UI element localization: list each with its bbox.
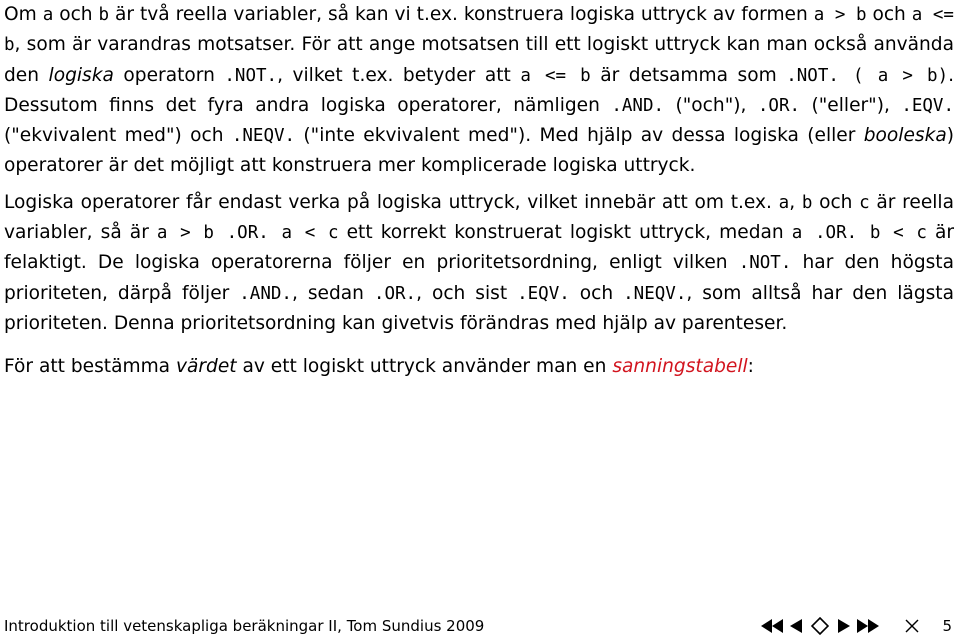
code-text: .EQV. (517, 283, 570, 304)
text-run: , som är varandras motsatser. För att ange motsatsen till ett logiskt uttryck kan man också använda den (4, 34, 954, 86)
code-text: a > b .OR. a < c (156, 223, 339, 244)
code-text: a (778, 193, 790, 213)
code-text: .OR. (757, 95, 801, 116)
navigation-controls (760, 616, 952, 636)
text-run: ("ekvivalent med") och (4, 125, 232, 147)
text-run: , som alltså har den lägsta prioriteten. Denna prioritetsordning kan givetvis förändras med hjälp av parenteser. (4, 282, 954, 334)
code-text: .NEQV. (623, 283, 687, 304)
text-run: , (789, 192, 802, 213)
code-text: .NOT. (224, 65, 278, 86)
text-run: är två reella variabler, så kan vi t.ex. konstruera logiska uttryck av formen (109, 4, 814, 25)
prev-page-icon[interactable] (784, 616, 808, 636)
code-text: a > b (813, 5, 867, 25)
emphasis-text: logiska (48, 64, 114, 86)
text-run: är reella variabler, så är (4, 192, 954, 244)
emphasis-text: värdet (176, 356, 237, 377)
slide-footer (4, 614, 952, 638)
text-run: har den högsta prioriteten, därpå följer (4, 252, 954, 304)
text-run: ("och"), (664, 94, 758, 116)
code-text: b (801, 193, 813, 213)
code-text: a (42, 5, 54, 25)
paragraph-1 (4, 0, 954, 182)
link-text[interactable]: sanningstabell (612, 356, 748, 377)
text-run: och (866, 4, 912, 25)
text-run: ("inte ekvivalent med"). Med hjälp av dessa logiska (eller (295, 125, 864, 147)
text-run: är detsamma som (590, 64, 787, 86)
emphasis-text: booleska (863, 125, 947, 147)
code-text: .OR. (373, 283, 417, 304)
code-text: a <= b (4, 5, 954, 56)
paragraph-2 (4, 188, 954, 339)
paragraph-3 (4, 352, 954, 382)
code-text: .AND. (611, 95, 665, 116)
code-text: .NOT. (738, 253, 792, 274)
code-text: .NEQV. (231, 126, 296, 147)
code-text: a <= b (520, 65, 591, 86)
back-icon[interactable] (808, 616, 832, 636)
text-run: . Dessutom finns det fyra andra logiska operatorer, nämligen (4, 64, 955, 116)
code-text: b (98, 5, 110, 25)
text-run: Logiska operatorer får endast verka på logiska uttryck, vilket innebär att om t.ex. (4, 192, 779, 213)
text-run: och (53, 4, 99, 25)
text-run: Om (4, 4, 43, 25)
text-run: , och sist (416, 282, 518, 304)
next-page-icon[interactable] (832, 616, 856, 636)
text-run: och (569, 282, 624, 304)
code-text: a .OR. b < c (791, 223, 927, 244)
code-text: c (859, 193, 870, 213)
text-run: , sedan (291, 282, 374, 304)
page-number: 5 (942, 617, 952, 635)
close-icon[interactable] (900, 616, 924, 636)
text-run: av ett logiskt uttryck använder man en (236, 356, 613, 377)
text-run: ("eller"), (800, 94, 902, 116)
code-text: .AND. (239, 283, 292, 304)
text-run: För att bestämma (4, 356, 176, 377)
text-run: operatorn (113, 64, 225, 86)
code-text: .EQV. (901, 95, 955, 116)
text-run: ett korrekt konstruerat logiskt uttryck, medan (338, 222, 792, 244)
text-run: och (812, 192, 860, 213)
last-page-icon[interactable] (856, 616, 880, 636)
text-run: ) operatorer är det möjligt att konstruera mer komplicerade logiska uttryck. (4, 125, 954, 177)
code-text: .NOT. ( a > b) (786, 65, 949, 86)
text-run: : (747, 356, 754, 377)
text-run: , vilket t.ex. betyder att (277, 64, 521, 86)
footer-title: Introduktion till vetenskapliga beräkningar II, Tom Sundius 2009 (4, 617, 485, 635)
first-page-icon[interactable] (760, 616, 784, 636)
text-run: är felaktigt. De logiska operatorerna följer en prioritetsordning, enligt vilken (4, 222, 954, 274)
